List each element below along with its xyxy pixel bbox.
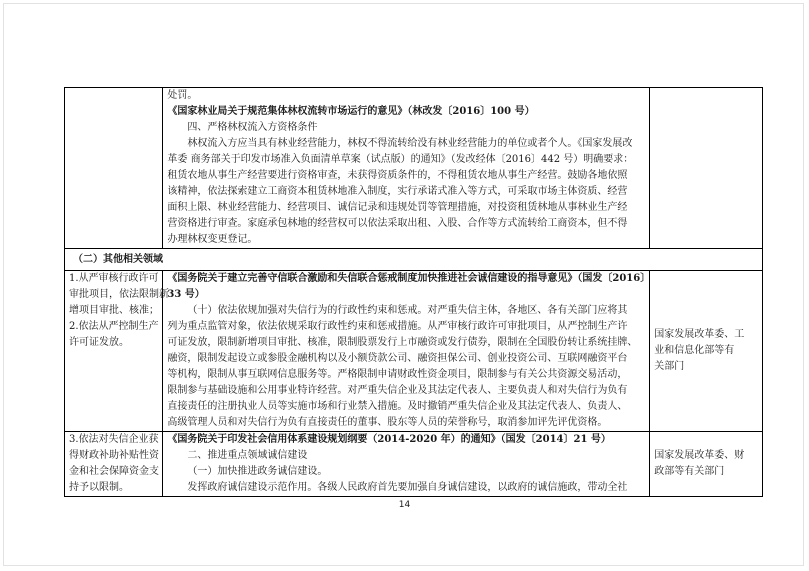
- basis-line: 直接责任的注册执业人员等实施市场和行业禁入措施。及时撤销严重失信企业及其法定代表人、负责人、: [167, 401, 628, 412]
- measure-line: 3.依法对失信企业获: [69, 434, 159, 445]
- basis-line: 处罚。: [167, 90, 198, 101]
- measure-line: 许可证发放。: [69, 337, 129, 348]
- basis-cell: [163, 271, 650, 432]
- table-row: [65, 432, 763, 497]
- basis-cell: [163, 432, 650, 497]
- continuation-measure-cell: [65, 88, 163, 249]
- basis-line: 限制参与基础设施和公用事业特许经营。对严重失信企业及其法定代表人、主要负责人和对失信行为负有: [167, 385, 628, 396]
- document-title: 《国务院关于建立完善守信联合激励和失信联合惩戒制度加快推进社会诚信建设的指导意见》（国发〔2016〕: [167, 273, 651, 284]
- dept-line: 国家发展改革委、财: [654, 450, 745, 461]
- basis-subheading: （一）加快推进政务诚信建设。: [187, 466, 328, 477]
- dept-cell: [650, 271, 763, 432]
- basis-line: 融资，限制发起设立或参股金融机构以及小额贷款公司、融资担保公司、创业投资公司、互联网融资平台: [167, 353, 628, 364]
- dept-line: 政部等有关部门: [654, 466, 725, 477]
- measure-line: 2.依法从严控制生产: [69, 321, 159, 332]
- basis-line: 面积上限、林业经营能力、经营项目、诚信记录和违规处罚等管理措施，对投资租赁林地从事林业生产经: [167, 202, 628, 213]
- table-row: [65, 271, 763, 432]
- dept-line: 业和信息化部等有: [654, 345, 735, 356]
- dept-cell: [650, 432, 763, 497]
- basis-line: 等机构，限制从事互联网信息服务等。严格限制申请财政性资金项目，限制参与有关公共资源交易活动，: [167, 369, 628, 380]
- page-number: 14: [398, 500, 411, 510]
- dept-line: 关部门: [654, 361, 685, 372]
- document-title: 《国务院关于印发社会信用体系建设规划纲要（2014-2020 年）的通知》（国发〔2014〕21 号）: [167, 434, 611, 445]
- basis-subheading: 二、推进重点领域诚信建设: [187, 450, 308, 461]
- document-title: 33 号）: [167, 289, 205, 300]
- basis-line: 租赁农地从事生产经营要进行资格审查，未获得资质条件的，不得租赁农地从事生产经营。鼓励各地依照: [167, 170, 628, 181]
- basis-line: 发挥政府诚信建设示范作用。各级人民政府首先要加强自身诚信建设，以政府的诚信施政，带动全社: [187, 482, 628, 493]
- section-header-row: [65, 249, 763, 271]
- measure-line: 增项目审批、核准；: [69, 305, 159, 316]
- section-title: （二）其他相关领域: [73, 253, 163, 265]
- document-title: 《国家林业局关于规范集体林权流转市场运行的意见》（林改发〔2016〕100 号）: [167, 106, 535, 117]
- section-header-cell: [65, 249, 763, 271]
- basis-line: 营资格进行审查。家庭承包林地的经营权可以依法采取出租、入股、合作等方式流转给工商资本，但不得: [167, 218, 628, 229]
- dept-line: 国家发展改革委、工: [654, 329, 745, 340]
- measure-cell: [65, 271, 169, 432]
- table-row-continuation: [65, 88, 763, 249]
- basis-line: 该精神，依法探索建立工商资本租赁林地准入制度，实行承诺式准入等方式，可采取市场主体资质、经营: [167, 186, 628, 197]
- basis-line: 革委 商务部关于印发市场准入负面清单草案（试点版）的通知》（发改经体〔2016〕442 号）明确要求：: [167, 154, 634, 165]
- basis-line: 林权流入方应当具有林业经营能力，林权不得流转给没有林业经营能力的单位或者个人。《国家发展改: [187, 138, 633, 149]
- measure-line: 得财政补助补贴性资: [69, 450, 159, 461]
- measure-line: 审批项目，依法限制新: [69, 289, 169, 300]
- basis-line: 办理林权变更登记。: [167, 234, 258, 245]
- basis-line: 列为重点监管对象，依法依规采取行政性约束和惩戒措施。从严审核行政许可审批项目，从严控制生产许: [167, 321, 628, 332]
- continuation-basis-cell: [163, 88, 650, 249]
- basis-line: 可证发放，限制新增项目审批、核准，限制股票发行上市融资或发行债券，限制在全国股份转让系统挂牌、: [167, 337, 638, 348]
- basis-subheading: 四、严格林权流入方资格条件: [187, 122, 318, 133]
- measure-line: 1.从严审核行政许可: [69, 273, 159, 284]
- measure-line: 金和社会保障资金支: [69, 466, 159, 477]
- measure-line: 持予以限制。: [69, 482, 129, 493]
- basis-line: （十）依法依规加强对失信行为的行政性约束和惩戒。对严重失信主体，各地区、各有关部门应将其: [187, 305, 628, 316]
- measure-cell: [65, 432, 163, 497]
- policy-table: [64, 87, 763, 497]
- basis-line: 高级管理人员和对失信行为负有直接责任的董事、股东等人员的荣誉称号，取消参加评先评优资格。: [167, 417, 608, 428]
- continuation-dept-cell: [650, 88, 763, 249]
